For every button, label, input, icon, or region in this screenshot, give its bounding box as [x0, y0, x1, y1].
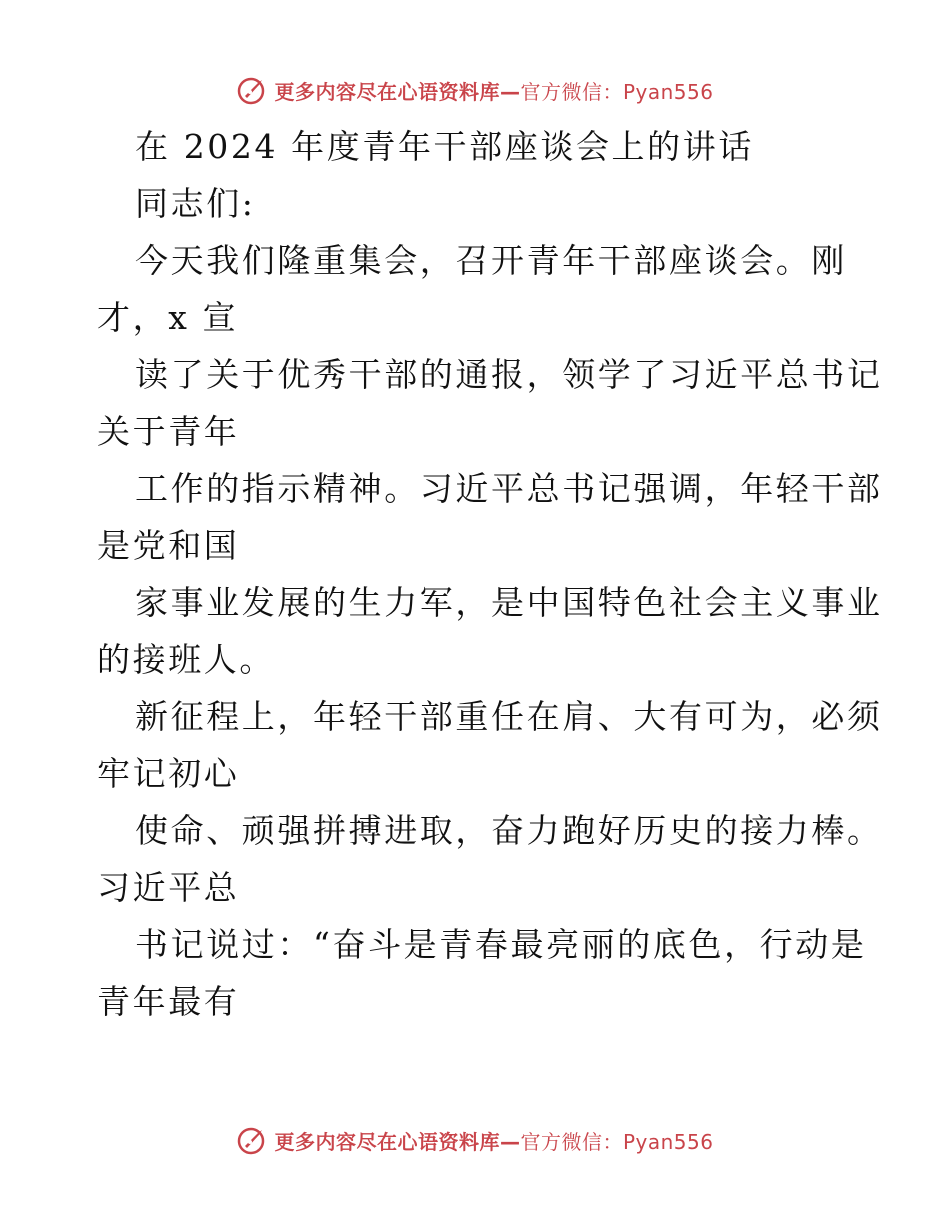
document-body: [97, 118, 883, 1030]
watermark-text: 更多内容尽在心语资料库—官方微信：Pyan556: [274, 79, 714, 104]
text-line: 家事业发展的生力军，是中国特色社会主义事业: [135, 583, 883, 622]
text-line: 书记说过：“奋斗是青春最亮丽的底色，行动是: [135, 925, 867, 964]
text-line: 青年最有: [97, 982, 240, 1021]
text-line: 读了关于优秀干部的通报，领学了习近平总书记: [135, 355, 883, 394]
text-line: 在 2024 年度青年干部座谈会上的讲话: [135, 127, 754, 166]
pen-logo-icon: [236, 1124, 268, 1156]
text-line: 工作的指示精神。习近平总书记强调，年轻干部: [135, 469, 883, 508]
watermark-footer: [0, 1120, 950, 1160]
text-line: 是党和国: [97, 526, 240, 565]
pen-logo-icon: [236, 74, 268, 106]
text-line: 的接班人。: [97, 640, 275, 679]
text-line: 关于青年: [97, 412, 240, 451]
text-line: 同志们:: [135, 184, 256, 223]
watermark-header: [0, 70, 950, 110]
watermark-text: 更多内容尽在心语资料库—官方微信：Pyan556: [274, 1129, 714, 1154]
text-line: 才，x 宣: [97, 298, 239, 337]
text-line: 牢记初心: [97, 754, 240, 793]
text-line: 今天我们隆重集会，召开青年干部座谈会。刚: [135, 241, 847, 280]
text-line: 新征程上，年轻干部重任在肩、大有可为，必须: [135, 697, 883, 736]
text-line: 习近平总: [97, 868, 240, 907]
text-line: 使命、顽强拼搏进取，奋力跑好历史的接力棒。: [135, 811, 883, 850]
